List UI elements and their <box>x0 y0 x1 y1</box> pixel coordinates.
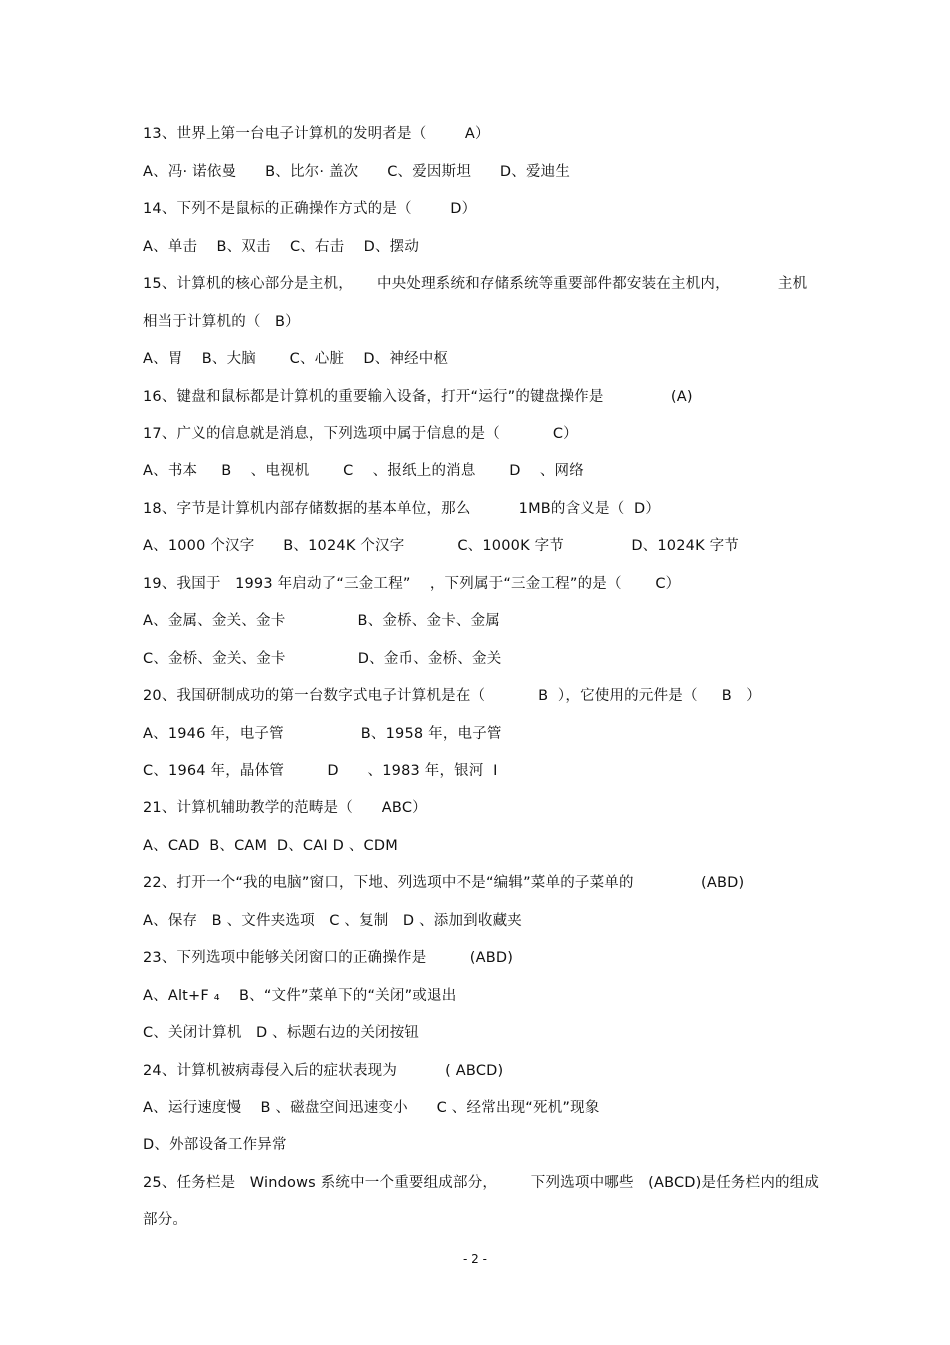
question-13-options: A、冯· 诺依曼 B、比尔· 盖次 C、爱因斯坦 D、爱迪生 <box>143 164 571 180</box>
question-18: 18、字节是计算机内部存储数据的基本单位，那么 1MB的含义是（ D） <box>143 501 661 517</box>
question-17: 17、广义的信息就是消息，下列选项中属于信息的是（ C） <box>143 426 578 442</box>
question-14-options: A、单击 B、双击 C、右击 D、摆动 <box>143 239 420 255</box>
question-14: 14、下列不是鼠标的正确操作方式的是（ D） <box>143 201 477 217</box>
question-23-options-ab: A、Alt+F ₄ B、“文件”菜单下的“关闭”或退出 <box>143 988 457 1004</box>
question-25: 25、任务栏是 Windows 系统中一个重要组成部分， 下列选项中哪些 (ABCD)是任务栏内的组成 <box>143 1175 820 1191</box>
question-17-options: A、书本 B 、电视机 C 、报纸上的消息 D 、网络 <box>143 463 584 479</box>
question-15: 15、计算机的核心部分是主机， 中央处理系统和存储系统等重要部件都安装在主机内， 主机 <box>143 276 808 292</box>
question-21: 21、计算机辅助教学的范畴是（ ABC） <box>143 800 427 816</box>
question-15-options: A、胃 B、大脑 C、心脏 D、神经中枢 <box>143 351 449 367</box>
question-19: 19、我国于 1993 年启动了“三金工程” ，下列属于“三金工程”的是（ C） <box>143 576 681 592</box>
question-15-cont: 相当于计算机的（ B） <box>143 314 300 330</box>
question-18-options: A、1000 个汉字 B、1024K 个汉字 C、1000K 字节 D、1024K 字节 <box>143 538 740 554</box>
question-24-options-d: D、外部设备工作异常 <box>143 1137 287 1153</box>
page-number: - 2 - <box>463 1252 487 1266</box>
question-16: 16、键盘和鼠标都是计算机的重要输入设备，打开“运行”的键盘操作是 (A) <box>143 389 693 405</box>
question-19-options-ab: A、金属、金关、金卡 B、金桥、金卡、金属 <box>143 613 501 629</box>
question-21-options: A、CAD B、CAM D、CAI D 、CDM <box>143 838 398 854</box>
question-22-options: A、保存 B 、文件夹选项 C 、复制 D 、添加到收藏夹 <box>143 913 522 929</box>
question-23: 23、下列选项中能够关闭窗口的正确操作是 (ABD) <box>143 950 514 966</box>
question-19-options-cd: C、金桥、金关、金卡 D、金币、金桥、金关 <box>143 651 502 667</box>
question-22: 22、打开一个“我的电脑”窗口，下地、列选项中不是“编辑”菜单的子菜单的 (ABD) <box>143 875 745 891</box>
question-24-options-abc: A、运行速度慢 B 、磁盘空间迅速变小 C 、经常出现“死机”现象 <box>143 1100 600 1116</box>
question-23-options-cd: C、关闭计算机 D 、标题右边的关闭按钮 <box>143 1025 420 1041</box>
question-20-options-cd: C、1964 年，晶体管 D 、1983 年，银河 Ⅰ <box>143 763 498 779</box>
question-20: 20、我国研制成功的第一台数字式电子计算机是在（ B ），它使用的元件是（ B ） <box>143 688 761 704</box>
question-24: 24、计算机被病毒侵入后的症状表现为 ( ABCD) <box>143 1063 504 1079</box>
question-25-cont: 部分。 <box>143 1212 188 1228</box>
question-20-options-ab: A、1946 年，电子管 B、1958 年，电子管 <box>143 726 502 742</box>
question-13: 13、世界上第一台电子计算机的发明者是（ A） <box>143 126 490 142</box>
